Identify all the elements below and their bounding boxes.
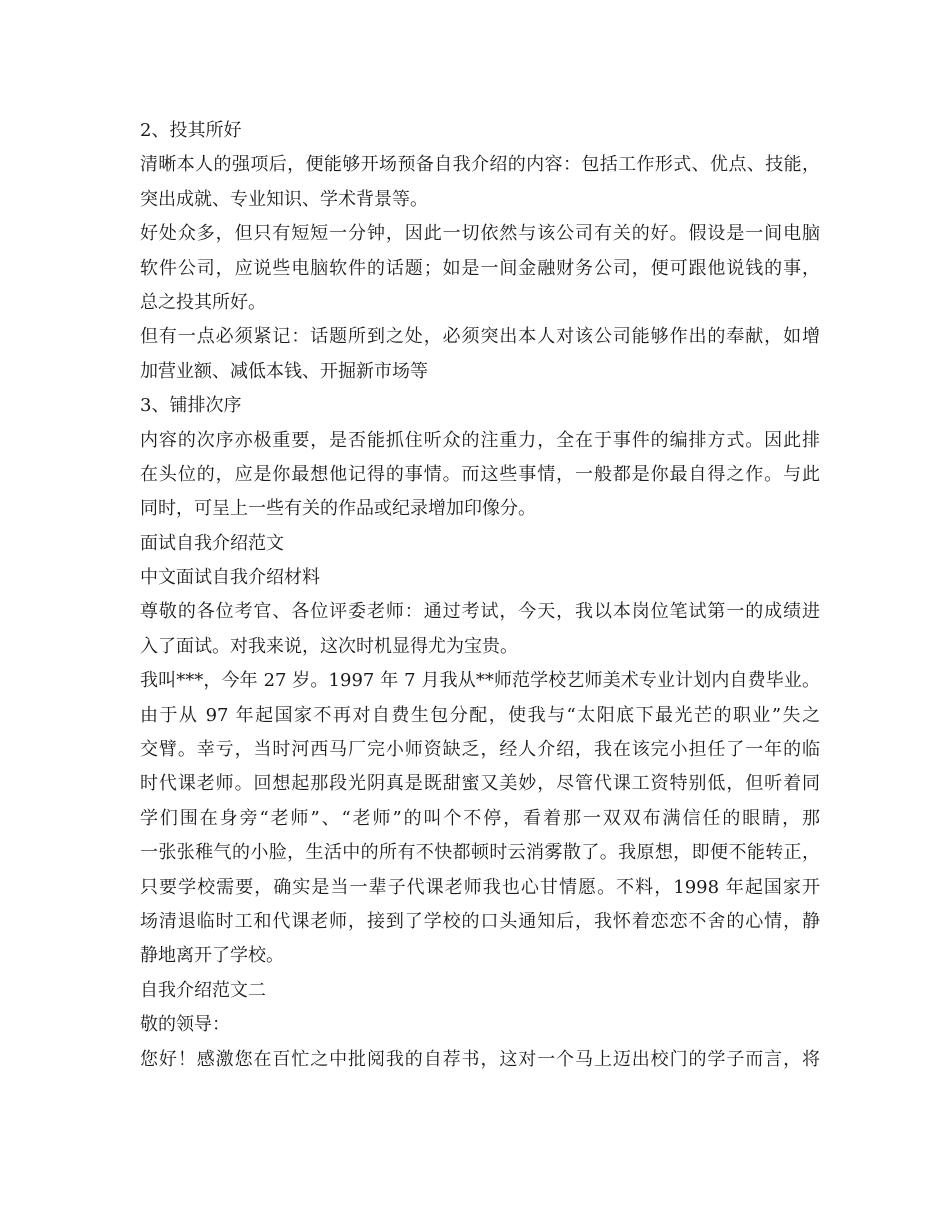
paragraph-line: 加营业额、减低本钱、开掘新市场等: [140, 360, 428, 382]
paragraph-line: 一张张稚气的小脸，生活中的所有不快都顿时云消雾散了。我原想，即便不能转正，: [140, 842, 820, 864]
paragraph-line: 静地离开了学校。: [140, 945, 284, 967]
paragraph-line: 入了面试。对我来说，这次时机显得尤为宝贵。: [140, 635, 518, 657]
paragraph-line: 您好！感激您在百忙之中批阅我的自荐书，这对一个马上迈出校门的学子而言，将: [140, 1048, 820, 1070]
paragraph-line: 在头位的，应是你最想他记得的事情。而这些事情，一般都是你最自得之作。与此: [140, 463, 820, 485]
paragraph-line: 只要学校需要，确实是当一辈子代课老师我也心甘情愿。不料，1998 年起国家开: [140, 876, 820, 898]
paragraph-line: 突出成就、专业知识、学术背景等。: [140, 188, 428, 210]
paragraph-line: 但有一点必须紧记：话题所到之处，必须突出本人对该公司能够作出的奉献，如增: [140, 326, 820, 348]
paragraph-line: 场清退临时工和代课老师，接到了学校的口头通知后，我怀着恋恋不舍的心情，静: [140, 910, 820, 932]
section-heading: 3、铺排次序: [140, 395, 242, 417]
paragraph-line: 学们围在身旁“老师”、“老师”的叫个不停，看着那一双双布满信任的眼睛，那: [140, 807, 820, 829]
paragraph-line: 内容的次序亦极重要，是否能抓住听众的注重力，全在于事件的编排方式。因此排: [140, 429, 820, 451]
paragraph-line: 同时，可呈上一些有关的作品或纪录增加印像分。: [140, 498, 536, 520]
paragraph-line: 总之投其所好。: [140, 291, 266, 313]
paragraph-line: 我叫***，今年 27 岁。1997 年 7 月我从**师范学校艺师美术专业计划内自费毕业。: [140, 670, 820, 692]
paragraph-line: 尊敬的各位考官、各位评委老师：通过考试，今天，我以本岗位笔试第一的成绩进: [140, 601, 820, 623]
salutation: 敬的领导：: [140, 1014, 230, 1036]
section-heading: 2、投其所好: [140, 120, 242, 141]
paragraph-line: 清晰本人的强项后，便能够开场预备自我介绍的内容：包括工作形式、优点、技能，: [140, 154, 820, 176]
paragraph-line: 由于从 97 年起国家不再对自费生包分配，使我与“太阳底下最光芒的职业”失之: [140, 704, 820, 726]
section-heading: 中文面试自我介绍材料: [140, 567, 320, 589]
paragraph-line: 时代课老师。回想起那段光阴真是既甜蜜又美妙，尽管代课工资特别低，但听着同: [140, 773, 820, 795]
paragraph-line: 交臂。幸亏，当时河西马厂完小师资缺乏，经人介绍，我在该完小担任了一年的临: [140, 739, 820, 761]
section-heading: 自我介绍范文二: [140, 979, 266, 1001]
paragraph-line: 好处众多，但只有短短一分钟，因此一切依然与该公司有关的好。假设是一间电脑: [140, 223, 820, 245]
section-heading: 面试自我介绍范文: [140, 532, 284, 554]
paragraph-line: 软件公司，应说些电脑软件的话题；如是一间金融财务公司，便可跟他说钱的事，: [140, 257, 820, 279]
document-body: [140, 114, 820, 1077]
